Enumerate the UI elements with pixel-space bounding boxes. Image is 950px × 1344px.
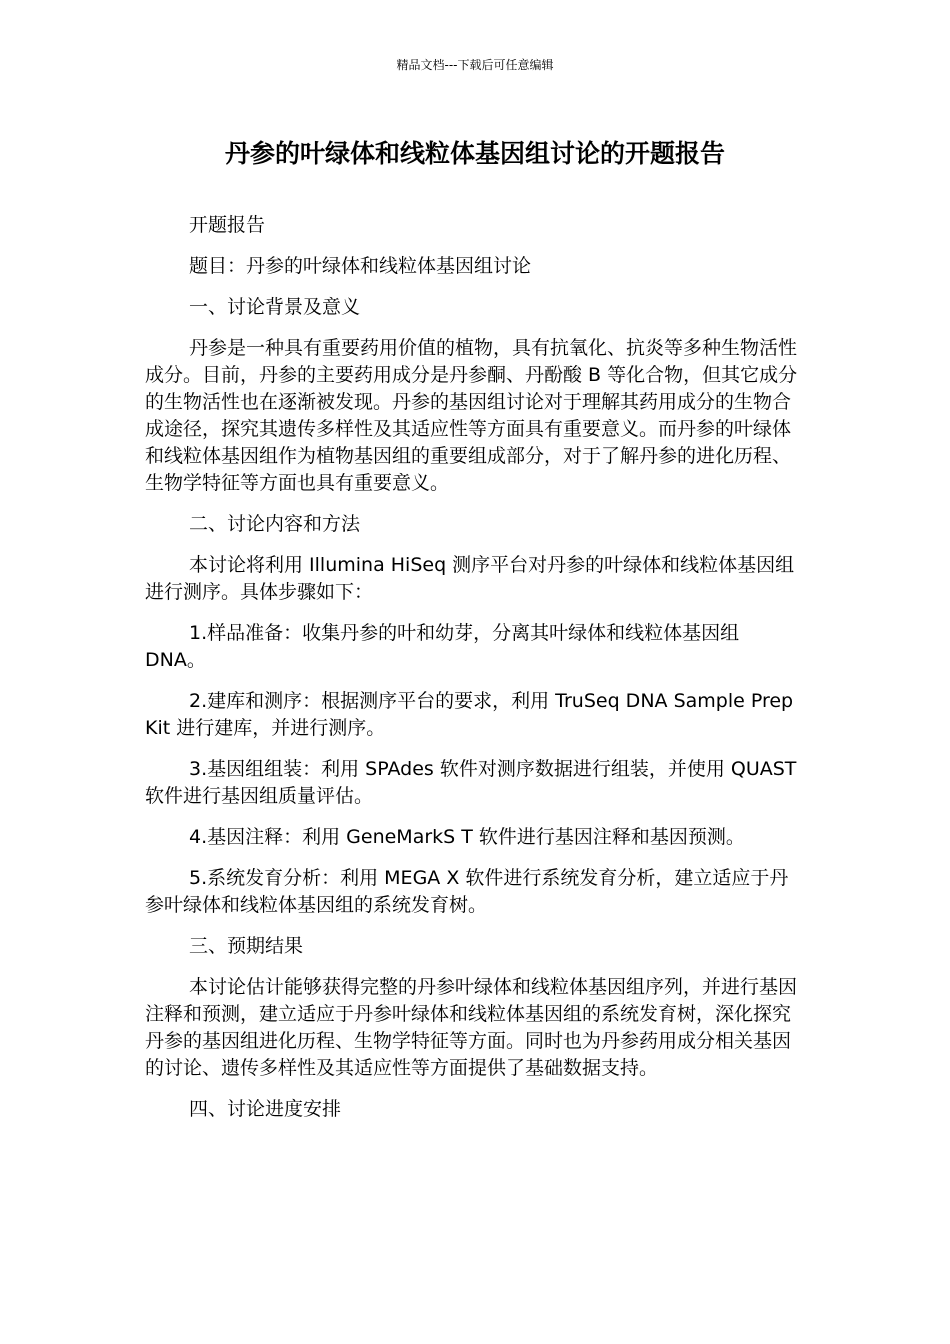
document-body bbox=[145, 212, 805, 1137]
step-gene-annotation: 4.基因注释：利用 GeneMarkS T 软件进行基因注释和基因预测。 bbox=[189, 826, 745, 848]
paragraph-expected-results: 本讨论估计能够获得完整的丹参叶绿体和线粒体基因组序列，并进行基因注释和预测，建立适应于丹参叶绿体和线粒体基因组的系统发育树，深化探究丹参的基因组进化历程、生物学特征等方面。同时也为丹参药用成分相关基因的讨论、遗传多样性及其适应性等方面提供了基础数据支持。 bbox=[145, 976, 798, 1079]
paragraph-background: 丹参是一种具有重要药用价值的植物，具有抗氧化、抗炎等多种生物活性成分。目前，丹参的主要药用成分是丹参酮、丹酚酸 B 等化合物，但其它成分的生物活性也在逐渐被发现。丹参的基因组讨论对于理解其药用成分的生物合成途径，探究其遗传多样性及其适应性等方面具有重要意义。而丹参的叶绿体和线粒体基因组作为植物基因组的重要组成部分，对于了解丹参的进化历程、生物学特征等方面也具有重要意义。 bbox=[145, 337, 798, 494]
section-heading-background: 一、讨论背景及意义 bbox=[189, 296, 361, 318]
section-heading-schedule: 四、讨论进度安排 bbox=[189, 1098, 342, 1120]
paragraph-label: 开题报告 bbox=[189, 214, 266, 236]
document-title: 丹参的叶绿体和线粒体基因组讨论的开题报告 bbox=[224, 139, 725, 168]
paragraph-topic: 题目：丹参的叶绿体和线粒体基因组讨论 bbox=[189, 255, 532, 277]
step-genome-assembly: 3.基因组组装：利用 SPAdes 软件对测序数据进行组装，并使用 QUAST 软件进行基因组质量评估。 bbox=[145, 758, 797, 807]
step-library-sequencing: 2.建库和测序：根据测序平台的要求，利用 TruSeq DNA Sample Prep Kit 进行建库，并进行测序。 bbox=[145, 690, 794, 739]
section-heading-expected-results: 三、预期结果 bbox=[189, 935, 304, 957]
header-note: 精品文档---下载后可任意编辑 bbox=[396, 58, 554, 72]
section-heading-methods: 二、讨论内容和方法 bbox=[189, 513, 361, 535]
step-sample-prep: 1.样品准备：收集丹参的叶和幼芽，分离其叶绿体和线粒体基因组 DNA。 bbox=[145, 622, 740, 671]
paragraph-methods-intro: 本讨论将利用 Illumina HiSeq 测序平台对丹参的叶绿体和线粒体基因组进行测序。具体步骤如下： bbox=[145, 554, 795, 603]
step-phylogenetic-analysis: 5.系统发育分析：利用 MEGA X 软件进行系统发育分析，建立适应于丹参叶绿体和线粒体基因组的系统发育树。 bbox=[145, 867, 789, 916]
